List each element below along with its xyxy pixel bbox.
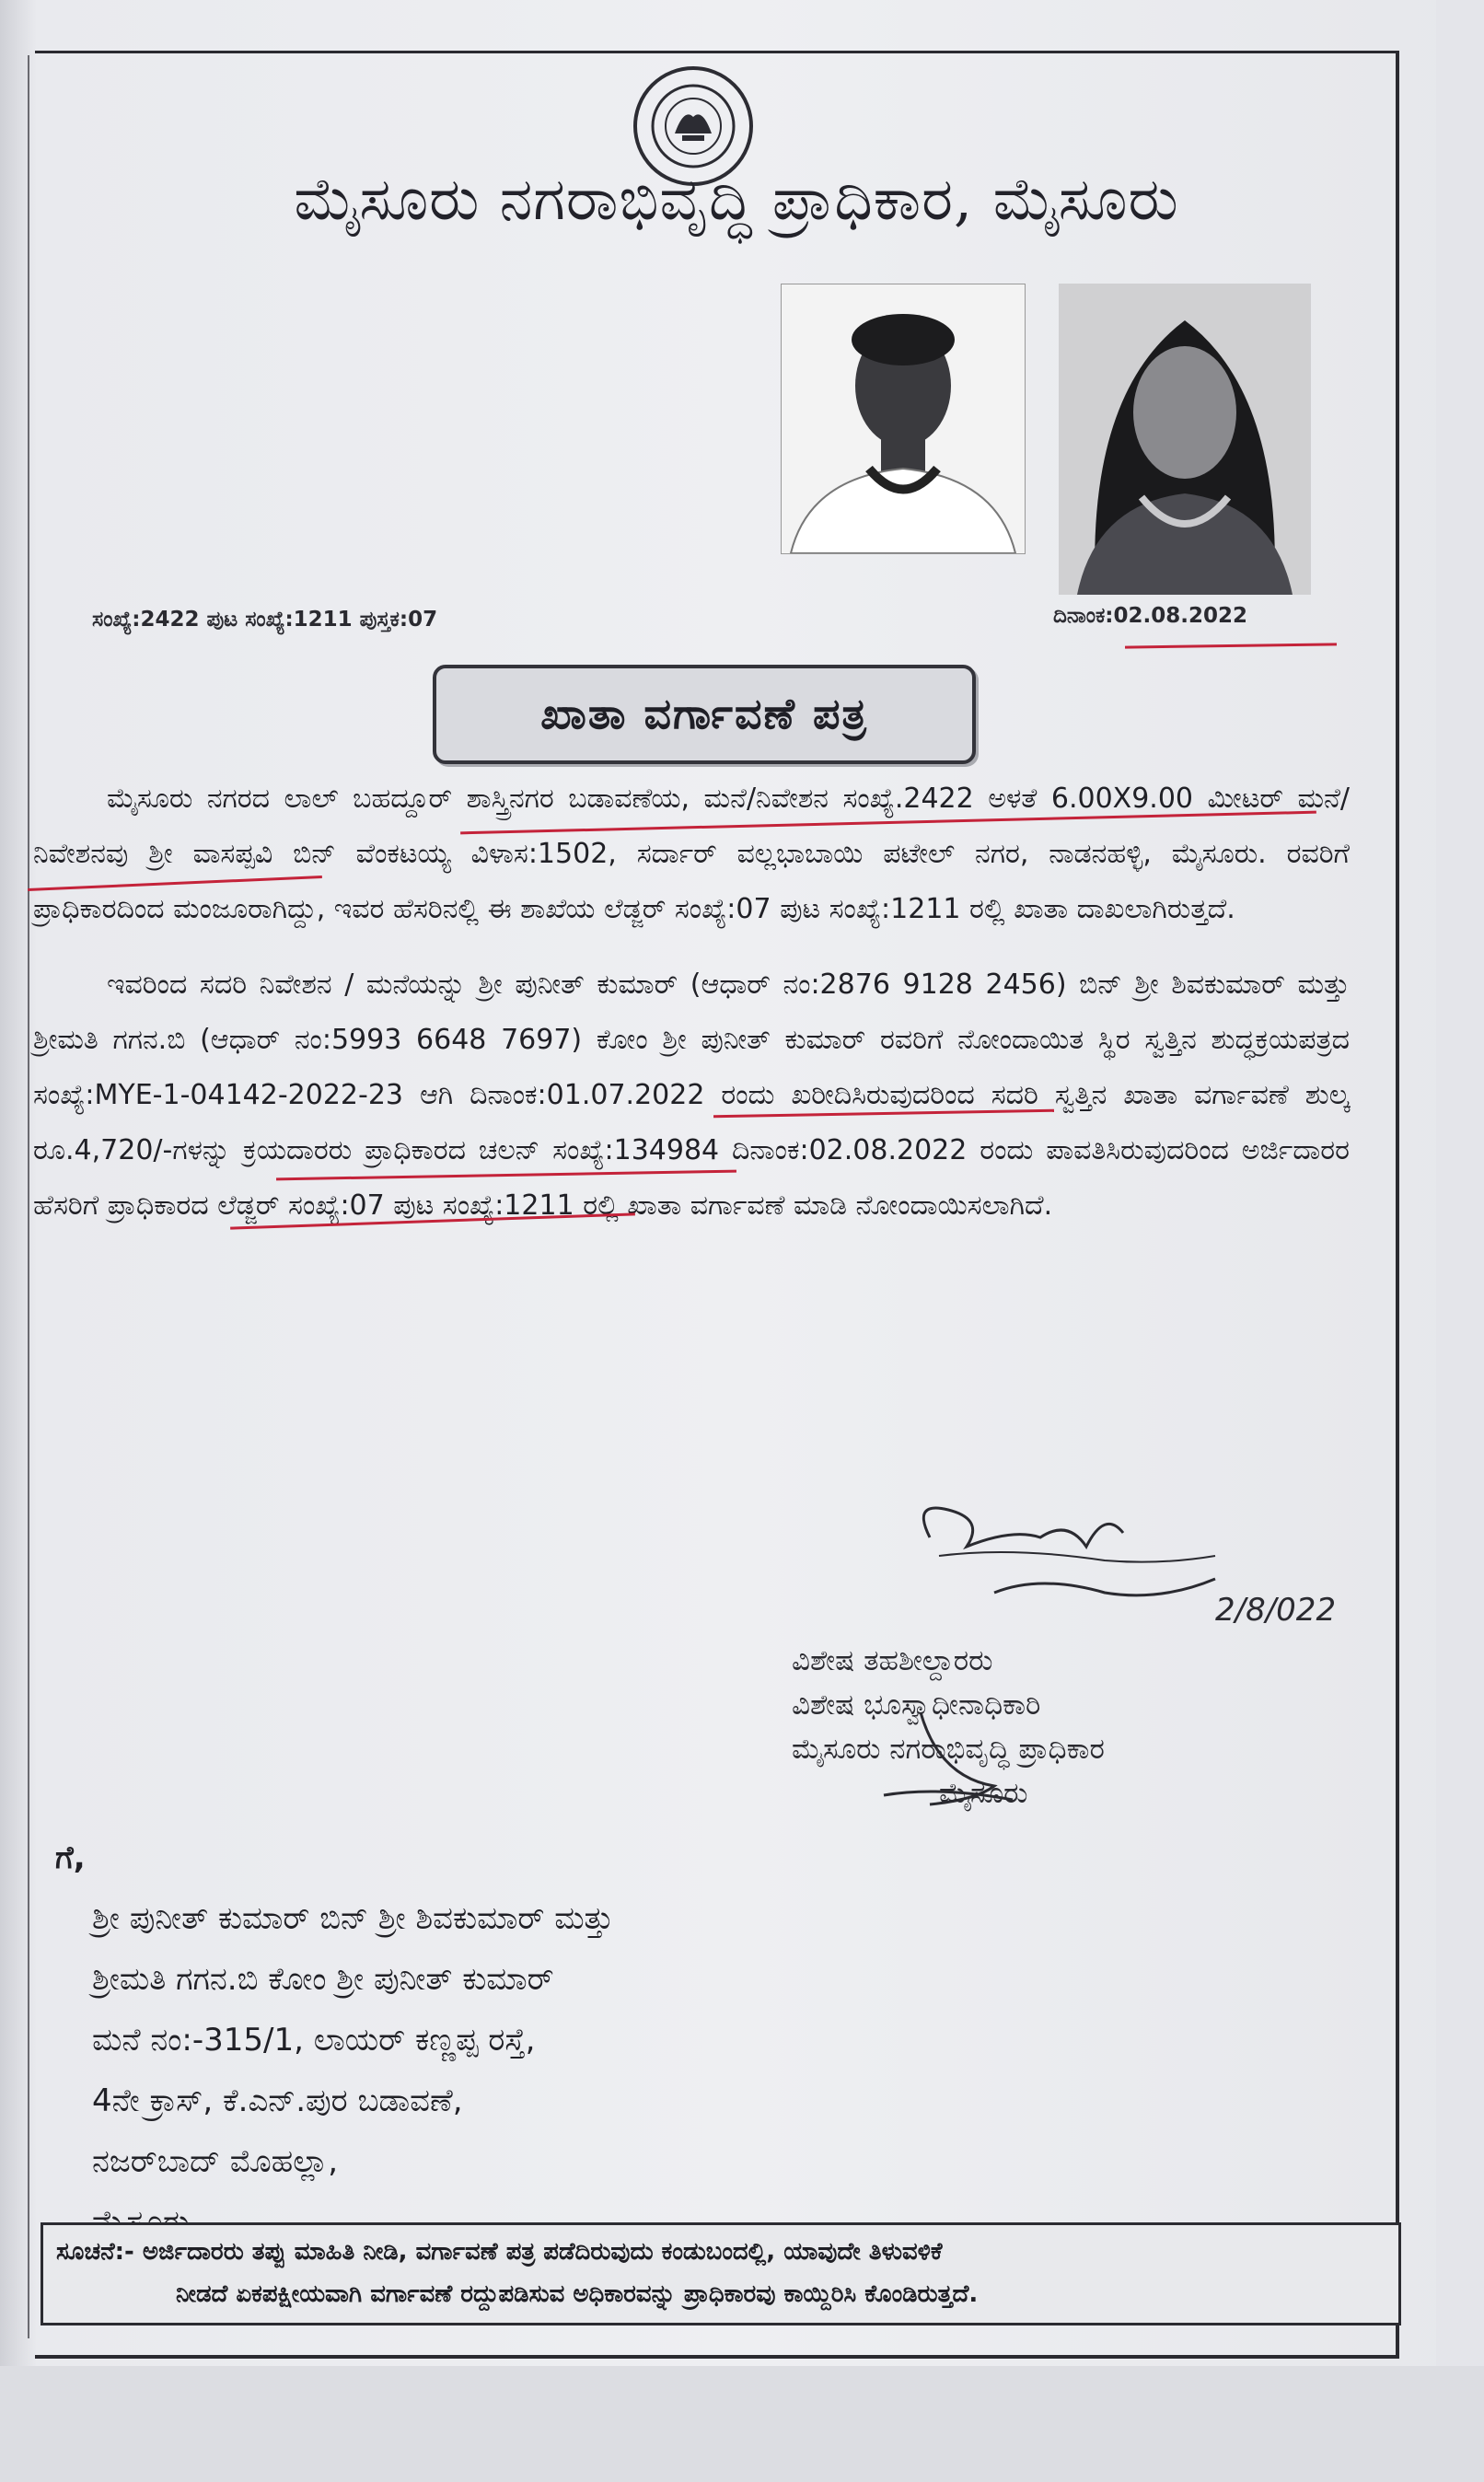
recipient-line-4: 4ನೇ ಕ್ರಾಸ್, ಕೆ.ಎನ್.ಪುರ ಬಡಾವಣೆ, bbox=[92, 2082, 463, 2119]
issue-date: ದಿನಾಂಕ:02.08.2022 bbox=[1053, 604, 1248, 628]
document-title: ಖಾತಾ ವರ್ಗಾವಣೆ ಪತ್ರ bbox=[433, 665, 976, 764]
letter-body bbox=[33, 771, 1350, 1254]
note-box bbox=[41, 2222, 1401, 2325]
recipient-address bbox=[55, 1827, 613, 2253]
note-line-1: ಸೂಚನೆ:- ಅರ್ಜಿದಾರರು ತಪ್ಪು ಮಾಹಿತಿ ನೀಡಿ, ವರ್ಗಾವಣೆ ಪತ್ರ ಪಡೆದಿರುವುದು ಕಂಡುಬಂದಲ್ಲಿ, ಯಾವುದೇ ತಿಳುವಳಿಕೆ bbox=[56, 2238, 943, 2266]
recipient-line-5: ನಜರ್‌ಬಾದ್ ಮೊಹಲ್ಲಾ, bbox=[92, 2143, 339, 2180]
applicant-photo-2 bbox=[1059, 284, 1311, 595]
handwritten-date: 2/8/022 bbox=[1215, 1592, 1337, 1629]
authority-name: ಮೈಸೂರು ನಗರಾಭಿವೃದ್ಧಿ ಪ್ರಾಧಿಕಾರ, ಮೈಸೂರು bbox=[294, 166, 1179, 234]
signatory-line-2: ವಿಶೇಷ ಭೂಸ್ವಾಧೀನಾಧಿಕಾರಿ bbox=[792, 1688, 1041, 1722]
signatory-line-3: ಮೈಸೂರು ನಗರಾಭಿವೃದ್ಧಿ ಪ್ರಾಧಿಕಾರ bbox=[792, 1733, 1105, 1766]
body-paragraph-2: ಇವರಿಂದ ಸದರಿ ನಿವೇಶನ / ಮನೆಯನ್ನು ಶ್ರೀ ಪುನೀತ್ ಕುಮಾರ್ (ಆಧಾರ್ ನಂ:2876 9128 2456) ಬಿನ್ ಶ್ರೀ ಶಿವಕುಮಾರ್ ಮತ್ತು ಶ್ರೀಮತಿ ಗಗನ.ಬಿ (ಆಧಾರ್ ನಂ:5993 6648 7697) ಕೋಂ ಶ್ರೀ ಪುನೀತ್ ಕುಮಾರ್ ರವರಿಗೆ ನೋಂದಾಯಿತ ಸ್ಥಿರ ಸ್ವತ್ತಿನ ಶುದ್ಧಕ್ರಯಪತ್ರದ ಸಂಖ್ಯೆ:MYE-1-04142-2022-23 ಆಗಿ ದಿನಾಂಕ:01.07.2022 ರಂದು ಖರೀದಿಸಿರುವುದರಿಂದ ಸದರಿ ಸ್ವತ್ತಿನ ಖಾತಾ ವರ್ಗಾವಣೆ ಶುಲ್ಕ ರೂ.4,720/-ಗಳನ್ನು ಕ್ರಯದಾರರು ಪ್ರಾಧಿಕಾರದ ಚಲನ್ ಸಂಖ್ಯೆ:134984 ದಿನಾಂಕ:02.08.2022 ರಂದು ಪಾವತಿಸಿರುವುದರಿಂದ ಅರ್ಜಿದಾರರ ಹೆಸರಿಗೆ ಪ್ರಾಧಿಕಾರದ ಲೆಡ್ಜರ್ ಸಂಖ್ಯೆ:07 ಪುಟ ಸಂಖ್ಯೆ:1211 ರಲ್ಲಿ ಖಾತಾ ವರ್ಗಾವಣೆ ಮಾಡಿ ನೋಂದಾಯಿಸಲಾಗಿದೆ. bbox=[33, 968, 1350, 1222]
recipient-line-1: ಶ್ರೀ ಪುನೀತ್ ಕುಮಾರ್ ಬಿನ್ ಶ್ರೀ ಶಿವಕುಮಾರ್ ಮತ್ತು bbox=[92, 1900, 614, 1937]
reference-number: ಸಂಖ್ಯೆ:2422 ಪುಟ ಸಂಖ್ಯೆ:1211 ಪುಸ್ತಕ:07 bbox=[92, 608, 438, 632]
recipient-line-2: ಶ್ರೀಮತಿ ಗಗನ.ಬಿ ಕೋಂ ಶ್ರೀ ಪುನೀತ್ ಕುಮಾರ್ bbox=[92, 1961, 554, 1998]
frame-left-line bbox=[28, 55, 29, 2338]
note-line-2: ನೀಡದೆ ಏಕಪಕ್ಷೀಯವಾಗಿ ವರ್ಗಾವಣೆ ರದ್ದುಪಡಿಸುವ ಅಧಿಕಾರವನ್ನು ಪ್ರಾಧಿಕಾರವು ಕಾಯ್ದಿರಿಸಿ ಕೊಂಡಿರುತ್ತದೆ. bbox=[176, 2280, 979, 2308]
to-label: ಗೆ, bbox=[55, 1839, 86, 1876]
applicant-photo-1 bbox=[781, 284, 1026, 554]
scan-edge bbox=[1436, 0, 1484, 2482]
signatory-line-4: ಮೈಸೂರು bbox=[939, 1777, 1028, 1810]
recipient-line-3: ಮನೆ ನಂ:-315/1, ಲಾಯರ್ ಕಣ್ಣಪ್ಪ ರಸ್ತೆ, bbox=[92, 2022, 536, 2059]
signatory-block bbox=[792, 1639, 1307, 1815]
signatory-line-1: ವಿಶೇಷ ತಹಶೀಲ್ದಾರರು bbox=[792, 1644, 993, 1677]
body-paragraph-1: ಮೈಸೂರು ನಗರದ ಲಾಲ್ ಬಹದ್ದೂರ್ ಶಾಸ್ತ್ರಿನಗರ ಬಡಾವಣೆಯ, ಮನೆ/ನಿವೇಶನ ಸಂಖ್ಯೆ.2422 ಅಳತೆ 6.00X9.00 ಮೀಟರ್ ಮನೆ/ನಿವೇಶನವು ಶ್ರೀ ವಾಸಪ್ಪವಿ ಬಿನ್ ವೆಂಕಟಯ್ಯ ವಿಳಾಸ:1502, ಸರ್ದಾರ್ ವಲ್ಲಭಾಬಾಯಿ ಪಟೇಲ್ ನಗರ, ನಾಡನಹಳ್ಳಿ, ಮೈಸೂರು. ರವರಿಗೆ ಪ್ರಾಧಿಕಾರದಿಂದ ಮಂಜೂರಾಗಿದ್ದು, ಇವರ ಹೆಸರಿನಲ್ಲಿ ಈ ಶಾಖೆಯ ಲೆಡ್ಜರ್ ಸಂಖ್ಯೆ:07 ಪುಟ ಸಂಖ್ಯೆ:1211 ರಲ್ಲಿ ಖಾತಾ ದಾಖಲಾಗಿರುತ್ತದೆ. bbox=[33, 783, 1350, 925]
scan-bottom-edge bbox=[0, 2366, 1484, 2482]
